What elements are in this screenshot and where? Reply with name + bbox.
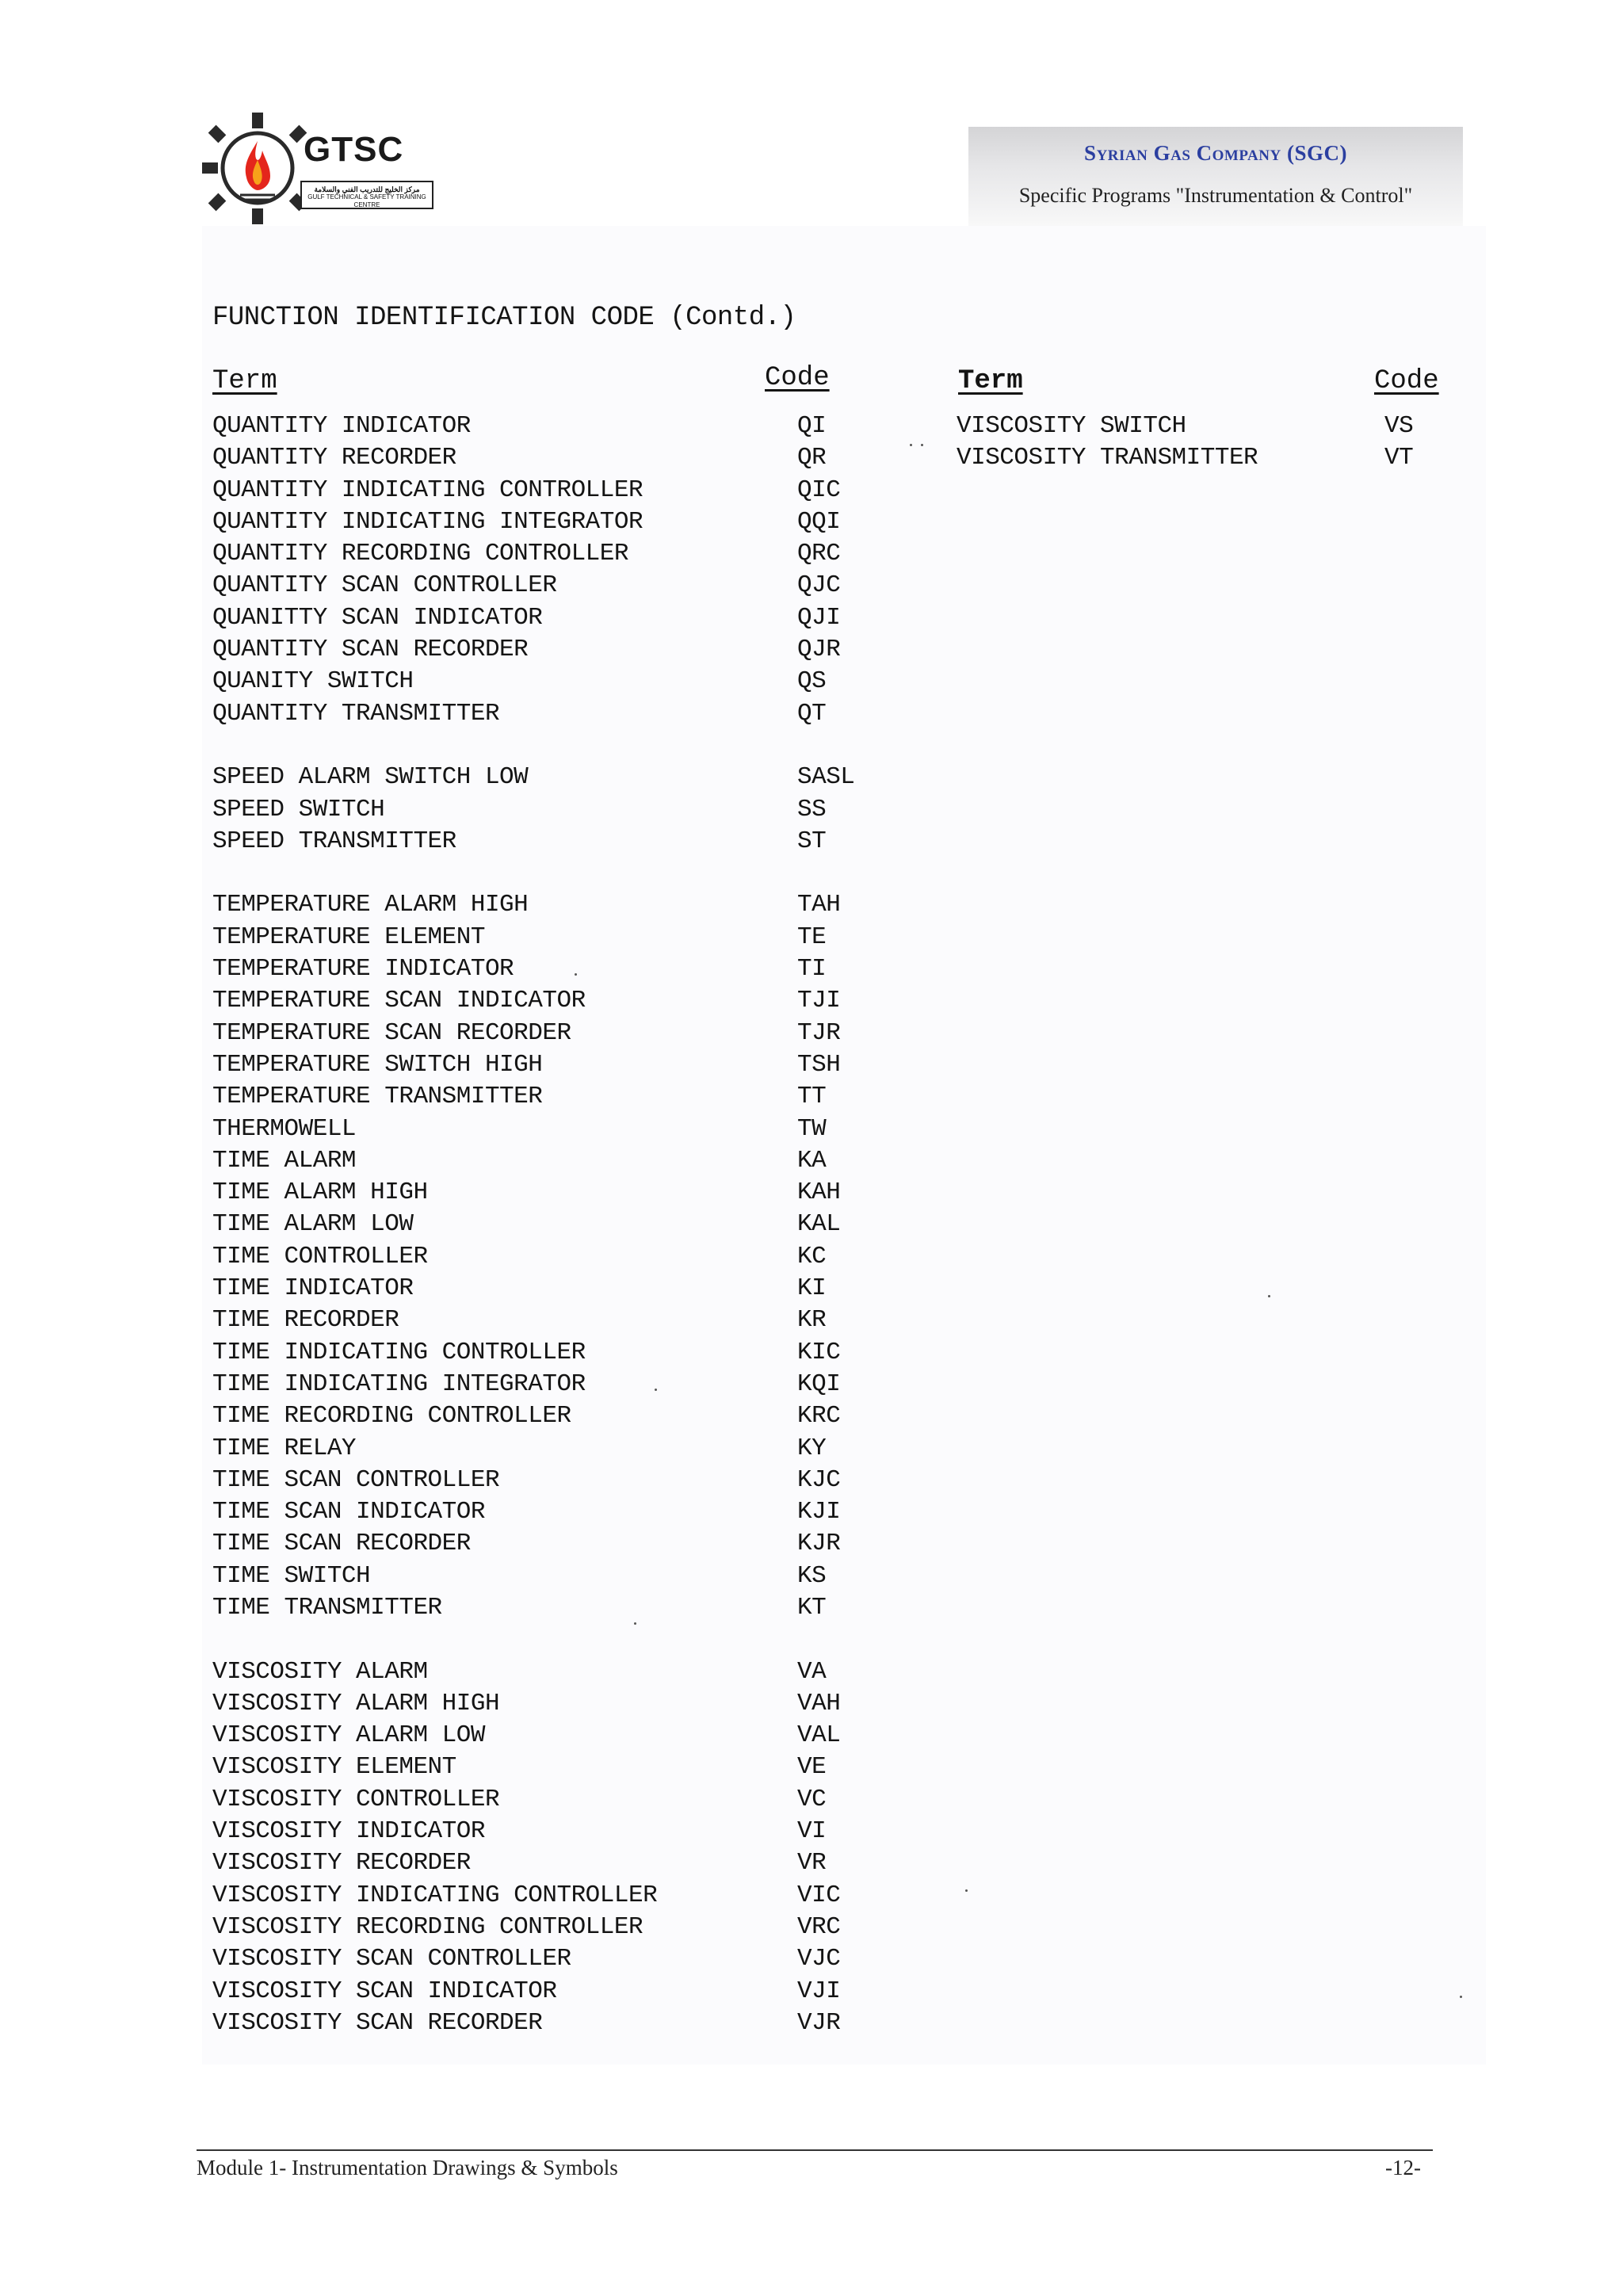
logo-subtitle — [300, 181, 433, 209]
term-text: THERMOWELL — [212, 1114, 357, 1143]
term-text: QUANTITY RECORDING CONTROLLER — [212, 540, 628, 568]
term-text: VISCOSITY ALARM — [212, 1657, 428, 1686]
term-text: TEMPERATURE INDICATOR — [212, 955, 514, 984]
list-gap — [212, 1624, 910, 1656]
term-text: VISCOSITY RECORDING CONTROLLER — [212, 1912, 643, 1941]
term-text: QUANTITY TRANSMITTER — [212, 699, 500, 728]
list-item — [212, 1018, 910, 1049]
document-title: FUNCTION IDENTIFICATION CODE (Contd.) — [212, 303, 796, 333]
term-text: TIME CONTROLLER — [212, 1242, 428, 1270]
scan-speck — [634, 1622, 636, 1625]
term-text: VISCOSITY INDICATOR — [212, 1817, 485, 1846]
term-text: TIME ALARM LOW — [212, 1210, 414, 1239]
term-text: QUANITY SWITCH — [212, 667, 414, 696]
term-text: SPEED ALARM SWITCH LOW — [212, 763, 529, 792]
code-text: TT — [797, 1083, 827, 1111]
list-item — [212, 1816, 910, 1847]
code-text: KR — [797, 1306, 827, 1335]
logo-text: GTSC — [304, 130, 404, 169]
code-text: VJC — [797, 1945, 841, 1973]
list-item — [212, 698, 910, 730]
term-text: VISCOSITY ELEMENT — [212, 1753, 456, 1782]
code-text: KJI — [797, 1498, 841, 1526]
footer-module: Module 1- Instrumentation Drawings & Symbols — [197, 2156, 618, 2179]
term-text: TIME ALARM — [212, 1146, 357, 1175]
term-text: QUANITTY SCAN INDICATOR — [212, 603, 543, 632]
code-text: KA — [797, 1146, 827, 1175]
code-text: VAH — [797, 1689, 841, 1717]
list-item — [212, 1114, 910, 1145]
term-text: VISCOSITY SCAN INDICATOR — [212, 1977, 557, 2005]
code-text: VC — [797, 1785, 827, 1813]
right-code-header: Code — [1374, 366, 1439, 396]
term-text: VISCOSITY ALARM LOW — [212, 1721, 485, 1750]
term-text: TEMPERATURE ALARM HIGH — [212, 891, 529, 919]
list-item — [212, 442, 910, 474]
term-text: VISCOSITY RECORDER — [212, 1849, 471, 1878]
list-item — [212, 794, 910, 826]
left-code-list — [212, 411, 910, 2039]
term-text: TEMPERATURE ELEMENT — [212, 923, 485, 951]
term-text: VISCOSITY SCAN RECORDER — [212, 2008, 543, 2037]
list-item — [212, 1592, 910, 1624]
list-item — [212, 1305, 910, 1336]
term-text: VISCOSITY INDICATING CONTROLLER — [212, 1881, 658, 1909]
term-text: TIME ALARM HIGH — [212, 1179, 428, 1207]
list-item — [212, 1369, 910, 1400]
list-item — [212, 666, 910, 697]
list-item — [212, 1273, 910, 1305]
list-item — [212, 634, 910, 666]
list-item — [212, 1943, 910, 1975]
term-text: TIME SCAN RECORDER — [212, 1530, 471, 1558]
list-item — [212, 538, 910, 570]
list-item — [212, 922, 910, 953]
list-item — [957, 442, 1464, 474]
right-code-list — [957, 411, 1464, 475]
list-item — [212, 1241, 910, 1273]
code-text: VI — [797, 1817, 827, 1846]
code-text: TE — [797, 923, 827, 951]
list-item — [212, 1912, 910, 1943]
code-text: VAL — [797, 1721, 841, 1750]
logo-arabic-text: مركز الخليج للتدريب الفني والسلامة — [314, 185, 420, 193]
code-text: VRC — [797, 1912, 841, 1941]
code-text: KS — [797, 1561, 827, 1590]
list-item — [957, 411, 1464, 442]
right-term-header: Term — [958, 366, 1023, 396]
term-text: QUANTITY SCAN RECORDER — [212, 636, 529, 664]
list-item — [212, 411, 910, 442]
list-item — [212, 826, 910, 858]
list-item — [212, 1209, 910, 1240]
left-code-header: Code — [765, 363, 830, 393]
term-text: SPEED TRANSMITTER — [212, 827, 456, 855]
list-item — [212, 506, 910, 538]
code-text: TI — [797, 955, 827, 984]
footer-divider — [197, 2149, 1433, 2151]
scan-speck — [1460, 1996, 1462, 1998]
code-text: VT — [1384, 444, 1414, 472]
code-text: TJI — [797, 987, 841, 1015]
code-text: VE — [797, 1753, 827, 1782]
list-gap — [212, 730, 910, 762]
term-text: TIME INDICATING INTEGRATOR — [212, 1370, 586, 1398]
code-text: SASL — [797, 763, 855, 792]
code-text: TSH — [797, 1050, 841, 1079]
code-text: QR — [797, 444, 827, 472]
list-item — [212, 1400, 910, 1432]
term-text: TIME SCAN INDICATOR — [212, 1498, 485, 1526]
term-text: TIME TRANSMITTER — [212, 1593, 442, 1622]
code-text: SS — [797, 795, 827, 823]
list-item — [212, 1177, 910, 1209]
term-text: VISCOSITY CONTROLLER — [212, 1785, 500, 1813]
code-text: QRC — [797, 540, 841, 568]
code-text: KJC — [797, 1465, 841, 1494]
list-gap — [212, 858, 910, 889]
code-text: TJR — [797, 1018, 841, 1047]
list-item — [212, 1976, 910, 2008]
gear-flame-logo-icon — [202, 111, 313, 226]
list-item — [212, 1433, 910, 1465]
list-item — [212, 1337, 910, 1369]
list-item — [212, 1496, 910, 1528]
code-text: VS — [1384, 412, 1414, 440]
code-text: VIC — [797, 1881, 841, 1909]
list-item — [212, 1784, 910, 1816]
list-item — [212, 1880, 910, 1912]
list-item — [212, 602, 910, 634]
code-text: VJR — [797, 2008, 841, 2037]
list-item — [212, 1145, 910, 1177]
logo-english-text: GULF TECHNICAL & SAFETY TRAINING CENTRE — [307, 193, 426, 208]
code-text: QIC — [797, 476, 841, 504]
code-text: KI — [797, 1274, 827, 1303]
term-text: QUANTITY INDICATING CONTROLLER — [212, 476, 643, 504]
gtsc-logo — [202, 111, 440, 226]
term-text: QUANTITY RECORDER — [212, 444, 456, 472]
list-item — [212, 570, 910, 602]
list-item — [212, 953, 910, 985]
list-item — [212, 1752, 910, 1783]
list-item — [212, 889, 910, 921]
term-text: TEMPERATURE SCAN INDICATOR — [212, 987, 586, 1015]
term-text: VISCOSITY SWITCH — [957, 412, 1186, 440]
code-text: KRC — [797, 1402, 841, 1431]
code-text: QJC — [797, 571, 841, 600]
code-text: KIC — [797, 1338, 841, 1366]
term-text: QUANTITY INDICATOR — [212, 412, 471, 440]
code-text: KY — [797, 1434, 827, 1462]
code-text: KAL — [797, 1210, 841, 1239]
term-text: TEMPERATURE TRANSMITTER — [212, 1083, 543, 1111]
term-text: TIME RELAY — [212, 1434, 357, 1462]
list-item — [212, 1528, 910, 1560]
term-text: TIME INDICATOR — [212, 1274, 414, 1303]
term-text: TIME RECORDER — [212, 1306, 399, 1335]
code-text: QJI — [797, 603, 841, 632]
term-text: QUANTITY SCAN CONTROLLER — [212, 571, 557, 600]
code-text: QI — [797, 412, 827, 440]
code-text: KC — [797, 1242, 827, 1270]
code-text: VR — [797, 1849, 827, 1878]
code-text: VA — [797, 1657, 827, 1686]
code-text: VJI — [797, 1977, 841, 2005]
scan-speck — [575, 973, 577, 976]
list-item — [212, 1688, 910, 1720]
code-text: TW — [797, 1114, 827, 1143]
code-text: KT — [797, 1593, 827, 1622]
code-text: KQI — [797, 1370, 841, 1398]
list-item — [212, 475, 910, 506]
scan-speck — [965, 1889, 968, 1892]
list-item — [212, 2008, 910, 2039]
term-text: TEMPERATURE SWITCH HIGH — [212, 1050, 543, 1079]
company-name: Syrian Gas Company (SGC) — [1084, 141, 1347, 165]
list-item — [212, 1656, 910, 1688]
term-text: TIME SWITCH — [212, 1561, 371, 1590]
list-item — [212, 1049, 910, 1081]
code-text: TAH — [797, 891, 841, 919]
term-text: TIME SCAN CONTROLLER — [212, 1465, 500, 1494]
list-item — [212, 1081, 910, 1113]
footer-page-number: -12- — [1385, 2156, 1421, 2179]
scan-speck — [921, 444, 923, 446]
code-text: KAH — [797, 1179, 841, 1207]
code-text: ST — [797, 827, 827, 855]
scan-speck — [910, 444, 912, 446]
term-text: TIME INDICATING CONTROLLER — [212, 1338, 586, 1366]
left-term-header: Term — [212, 366, 277, 396]
term-text: QUANTITY INDICATING INTEGRATOR — [212, 507, 643, 536]
term-text: SPEED SWITCH — [212, 795, 385, 823]
list-item — [212, 1561, 910, 1592]
scan-speck — [655, 1389, 657, 1391]
code-text: QT — [797, 699, 827, 728]
list-item — [212, 1465, 910, 1496]
term-text: VISCOSITY ALARM HIGH — [212, 1689, 500, 1717]
code-text: KJR — [797, 1530, 841, 1558]
list-item — [212, 762, 910, 793]
code-text: QJR — [797, 636, 841, 664]
list-item — [212, 1720, 910, 1752]
list-item — [212, 1847, 910, 1879]
program-name: Specific Programs "Instrumentation & Control" — [1018, 184, 1413, 207]
header-box — [968, 127, 1463, 226]
code-text: QQI — [797, 507, 841, 536]
term-text: VISCOSITY TRANSMITTER — [957, 444, 1258, 472]
term-text: TIME RECORDING CONTROLLER — [212, 1402, 571, 1431]
list-item — [212, 985, 910, 1017]
scan-speck — [1268, 1295, 1270, 1297]
code-text: QS — [797, 667, 827, 696]
term-text: TEMPERATURE SCAN RECORDER — [212, 1018, 571, 1047]
term-text: VISCOSITY SCAN CONTROLLER — [212, 1945, 571, 1973]
